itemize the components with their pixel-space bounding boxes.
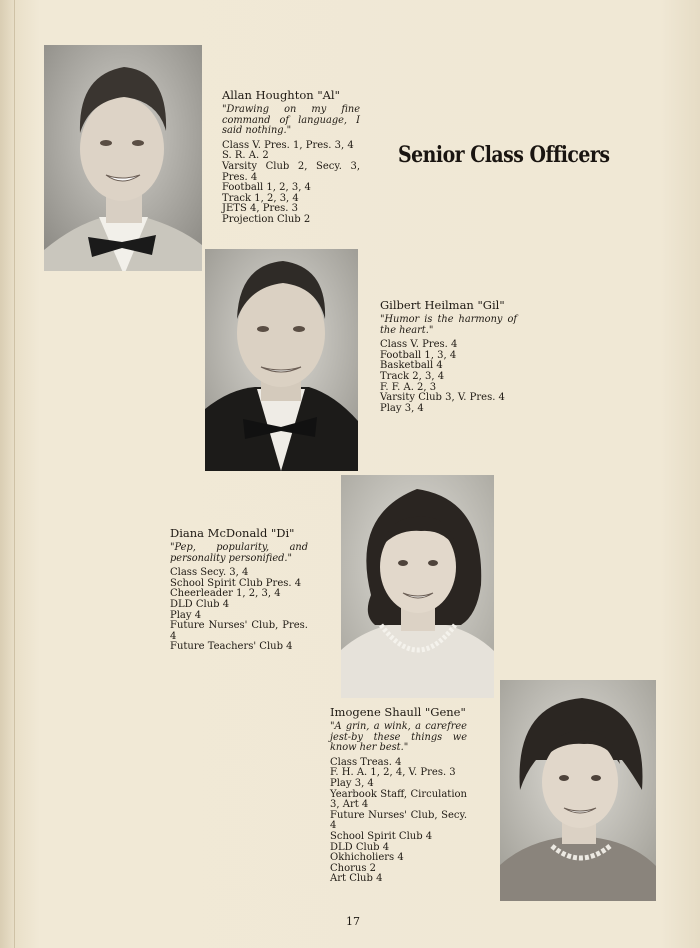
activity-item: School Spirit Club Pres. 4: [170, 577, 302, 589]
portrait-photo-gilbert: [205, 249, 358, 471]
page-binding-line: [14, 0, 15, 948]
activity-item: Future Nurses' Club, Pres. 4: [170, 620, 308, 642]
activity-item: Future Nurses' Club, Secy. 4: [330, 809, 467, 832]
activity-item: Track 2, 3, 4: [380, 370, 445, 382]
activity-item: Class Treas. 4: [330, 756, 402, 768]
activity-item: Class Secy. 3, 4: [170, 567, 249, 579]
activity-item: F. H. A. 1, 2, 4, V. Pres. 3: [330, 767, 456, 779]
officer-entry-allan: [222, 88, 360, 226]
officer-entry-gilbert: [380, 298, 517, 414]
activity-item: Class V. Pres. 1, Pres. 3, 4: [222, 139, 354, 151]
activity-item: Art Club 4: [330, 873, 383, 885]
officer-activities: [380, 340, 517, 414]
activity-item: JETS 4, Pres. 3: [222, 203, 299, 215]
activity-item: Play 3, 4: [380, 402, 424, 414]
activity-item: DLD Club 4: [330, 841, 390, 853]
activity-item: Class V. Pres. 4: [380, 339, 458, 351]
officer-name: Imogene Shaull "Gene": [330, 705, 466, 719]
officer-entry-imogene: [330, 705, 467, 885]
activity-item: Play 4: [170, 609, 202, 621]
officer-activities: [222, 141, 360, 226]
activity-item: S. R. A. 2: [222, 150, 269, 162]
officer-quote: "Pep, popularity, and personality personified.": [170, 542, 308, 564]
officer-quote: "Drawing on my fine command of language, I said nothing.": [222, 104, 360, 137]
activity-item: F. F. A. 2, 3: [380, 381, 437, 393]
activity-item: Track 1, 2, 3, 4: [222, 192, 299, 204]
activity-item: School Spirit Club 4: [330, 830, 433, 842]
officer-name: Gilbert Heilman "Gil": [380, 298, 505, 312]
page-number: 17: [346, 915, 360, 928]
activity-item: Chorus 2: [330, 862, 377, 874]
page-title: Senior Class Officers: [398, 142, 610, 168]
activity-item: Basketball 4: [380, 360, 443, 372]
officer-name: Diana McDonald "Di": [170, 526, 295, 540]
officer-activities: [330, 758, 467, 885]
activity-item: DLD Club 4: [170, 598, 230, 610]
officer-activities: [170, 568, 308, 653]
portrait-photo-allan: [44, 45, 202, 271]
activity-item: Future Teachers' Club 4: [170, 641, 293, 653]
activity-item: Varsity Club 3, V. Pres. 4: [380, 392, 505, 404]
portrait-photo-imogene: [500, 680, 656, 901]
activity-item: Projection Club 2: [222, 213, 311, 225]
activity-item: Yearbook Staff, Circulation 3, Art 4: [330, 788, 467, 811]
officer-entry-diana: [170, 526, 308, 653]
officer-quote: "A grin, a wink, a carefree jest-by these things we know her best.": [330, 721, 467, 754]
activity-item: Football 1, 3, 4: [380, 349, 457, 361]
activity-item: Varsity Club 2, Secy. 3, Pres. 4: [222, 160, 360, 183]
activity-item: Okhicholiers 4: [330, 852, 404, 864]
activity-item: Play 3, 4: [330, 777, 374, 789]
officer-quote: "Humor is the harmony of the heart.": [380, 314, 517, 336]
activity-item: Cheerleader 1, 2, 3, 4: [170, 588, 281, 600]
portrait-photo-diana: [341, 475, 494, 698]
activity-item: Football 1, 2, 3, 4: [222, 182, 311, 194]
officer-name: Allan Houghton "Al": [222, 88, 340, 102]
